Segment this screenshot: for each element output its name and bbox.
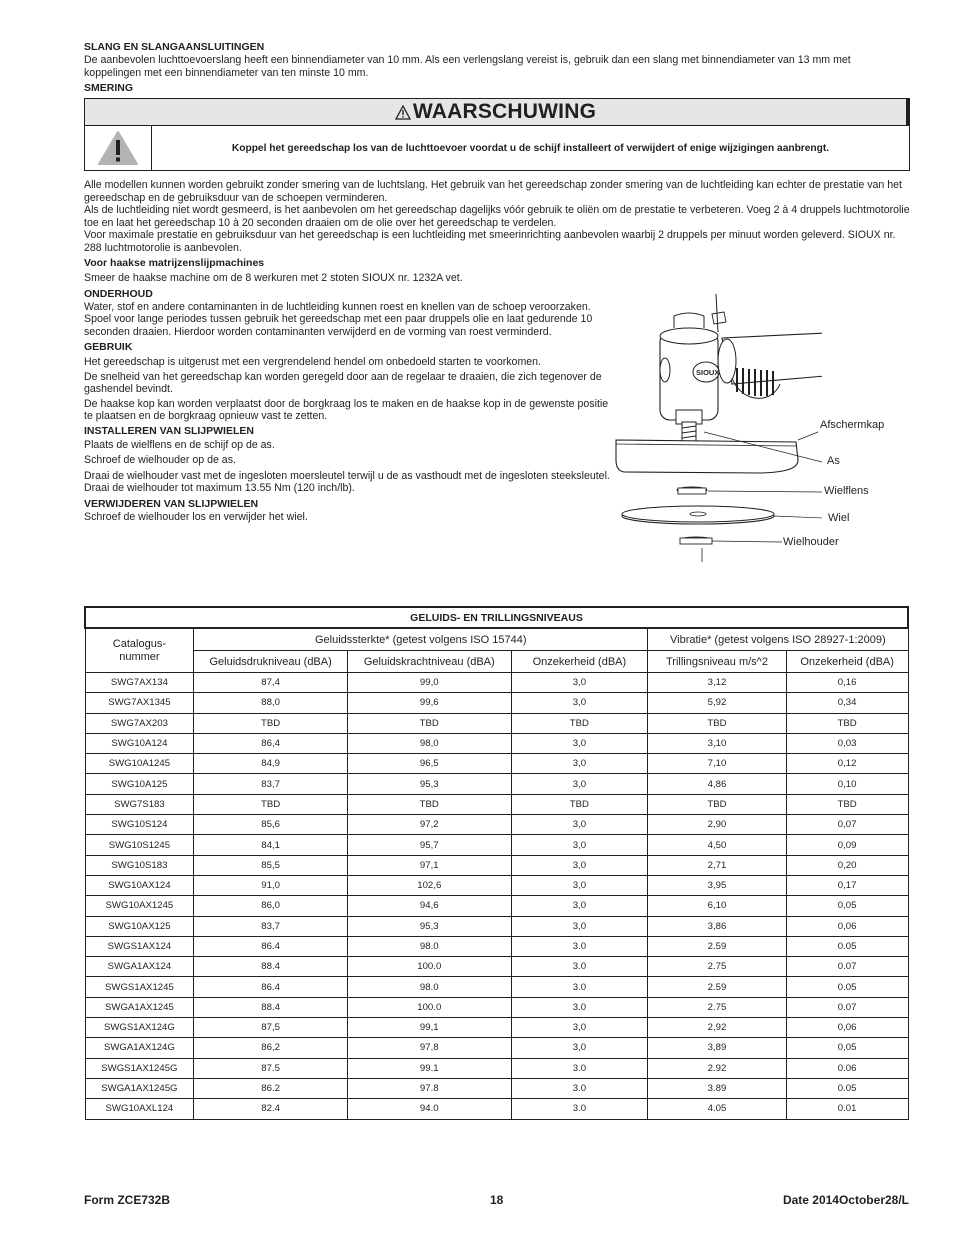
lube-heading: SMERING — [84, 82, 134, 94]
warning-exclamation-icon — [97, 130, 139, 166]
value-cell: TBD — [786, 794, 908, 814]
value-cell: 0,05 — [786, 896, 908, 916]
value-cell: 85,5 — [194, 855, 348, 875]
grinder-brand-badge: SIOUX — [696, 368, 720, 377]
value-cell: 0,09 — [786, 835, 908, 855]
maintenance-text: Water, stof en andere contaminanten in de luchtleiding kunnen roest en knellen van de schoep veroorzaken. Spoel voor lange periodes tussen gebruik het gereedschap met een paar druppels olie en laat gedurende 10 seconden draaien. Hierdoor worden contaminanten verwijderd en de vorming van roest verminderd. — [84, 300, 593, 338]
table-title: GELUIDS- EN TRILLINGSNIVEAUS — [85, 607, 908, 628]
value-cell: 0,34 — [786, 693, 908, 713]
value-cell: 88,0 — [194, 693, 348, 713]
value-cell: 2,71 — [648, 855, 787, 875]
table-body — [85, 673, 908, 1120]
table-row — [85, 713, 908, 733]
warning-header — [85, 99, 909, 126]
value-cell: 3,95 — [648, 875, 787, 895]
usage-paragraph-1: Het gereedschap is uitgerust met een vergrendelend hendel om onbedoeld starten te voorkomen. — [84, 356, 541, 368]
label-wheel: Wiel — [828, 512, 850, 524]
value-cell: 2.75 — [648, 957, 787, 977]
value-cell: 3,0 — [511, 916, 648, 936]
value-cell: 3,0 — [511, 673, 648, 693]
remove-text: Schroef de wielhouder los en verwijder het wiel. — [84, 510, 308, 523]
value-cell: TBD — [194, 713, 348, 733]
catalog-number-cell: SWGA1AX1245G — [85, 1078, 194, 1098]
catalog-number-cell: SWGS1AX124 — [85, 936, 194, 956]
sound-group-header: Geluidssterkte* (getest volgens ISO 15744) — [194, 628, 648, 651]
value-cell: 3,12 — [648, 673, 787, 693]
table-row — [85, 1038, 908, 1058]
label-guard: Afschermkap — [820, 419, 885, 431]
value-cell: 0.05 — [786, 977, 908, 997]
install-paragraph-2: Schroef de wielhouder op de as. — [84, 454, 236, 466]
table-row — [85, 774, 908, 794]
value-cell: 0.06 — [786, 1058, 908, 1078]
value-cell: 0.07 — [786, 997, 908, 1017]
catalog-number-cell: SWGS1AX124G — [85, 1018, 194, 1038]
value-cell: 95,3 — [347, 916, 511, 936]
value-cell: 7,10 — [648, 754, 787, 774]
value-cell: 3.0 — [511, 1078, 648, 1098]
catalog-number-cell: SWGA1AX124 — [85, 957, 194, 977]
value-cell: TBD — [648, 713, 787, 733]
left-column — [84, 287, 614, 524]
value-cell: 0.01 — [786, 1099, 908, 1119]
grinder-illustration — [612, 292, 822, 564]
value-cell: 96,5 — [347, 754, 511, 774]
value-cell: 86.4 — [194, 977, 348, 997]
value-cell: 0,05 — [786, 1038, 908, 1058]
catalog-number-cell: SWG7AX1345 — [85, 693, 194, 713]
column-header: Onzekerheid (dBA) — [511, 651, 648, 673]
value-cell: 2,92 — [648, 1018, 787, 1038]
catalog-number-cell: SWG7AX134 — [85, 673, 194, 693]
angle-grinder-text: Smeer de haakse machine om de 8 werkuren met 2 stoten SIOUX nr. 1232A vet. — [84, 272, 463, 284]
value-cell: TBD — [194, 794, 348, 814]
value-cell: 100.0 — [347, 997, 511, 1017]
catalog-number-cell: SWGA1AX1245 — [85, 997, 194, 1017]
value-cell: 83,7 — [194, 774, 348, 794]
table-row — [85, 1078, 908, 1098]
value-cell: 3,89 — [648, 1038, 787, 1058]
value-cell: 3,0 — [511, 855, 648, 875]
value-cell: 0,16 — [786, 673, 908, 693]
table-row — [85, 733, 908, 753]
warning-body — [85, 126, 909, 170]
value-cell: 0.07 — [786, 957, 908, 977]
table-row — [85, 815, 908, 835]
warning-icon-cell — [85, 126, 152, 170]
lube-paragraph-2: Als de luchtleiding niet wordt gesmeerd, is het aanbevolen om het gereedschap dagelijks vóór gebruik te oliën om de prestatie te verbeteren. Voeg 2 à 4 druppels luchtmotorolie toe en laat het gereedschap 10 à 20 seconden draaien om de olie over het gereedschap te verdelen. — [84, 204, 910, 229]
value-cell: 2,90 — [648, 815, 787, 835]
value-cell: 4,86 — [648, 774, 787, 794]
table-row — [85, 835, 908, 855]
lube-paragraph-1: Alle modellen kunnen worden gebruikt zonder smering van de luchtslang. Het gebruik van het gereedschap zonder smering van de luchtleiding kan echter de prestatie van het gereedschap en de gebruiksduur van de schoepen verminderen. — [84, 179, 902, 204]
catalog-number-cell: SWGA1AX124G — [85, 1038, 194, 1058]
value-cell: 3.0 — [511, 977, 648, 997]
value-cell: 3.0 — [511, 1058, 648, 1078]
value-cell: 94,6 — [347, 896, 511, 916]
value-cell: 98.0 — [347, 936, 511, 956]
hose-text: De aanbevolen luchttoevoerslang heeft een binnendiameter van 10 mm. Als een verlengslang vereist is, gebruik dan een slang met binnendiameter van 13 mm met koppelingen met een binnendiameter van ten minste 10 mm. — [84, 54, 851, 79]
value-cell: 94.0 — [347, 1099, 511, 1119]
usage-heading: GEBRUIK — [84, 341, 133, 353]
page-number: 18 — [490, 1193, 504, 1207]
value-cell: 3,0 — [511, 835, 648, 855]
value-cell: TBD — [511, 794, 648, 814]
table-row — [85, 855, 908, 875]
catalog-number-cell: SWGS1AX1245 — [85, 977, 194, 997]
table-row — [85, 693, 908, 713]
value-cell: 0,03 — [786, 733, 908, 753]
value-cell: 97,8 — [347, 1038, 511, 1058]
label-spindle: As — [827, 455, 840, 467]
value-cell: 97,1 — [347, 855, 511, 875]
value-cell: 85,6 — [194, 815, 348, 835]
column-header: Trillingsniveau m/s^2 — [648, 651, 787, 673]
install-paragraph-1: Plaats de wielflens en de schijf op de as. — [84, 438, 275, 451]
value-cell: 5,92 — [648, 693, 787, 713]
sound-vibration-table — [84, 606, 909, 1120]
install-heading: INSTALLEREN VAN SLIJPWIELEN — [84, 424, 254, 437]
catalog-number-cell: SWG10A124 — [85, 733, 194, 753]
value-cell: 83,7 — [194, 916, 348, 936]
maintenance-heading: ONDERHOUD — [84, 287, 153, 300]
value-cell: 0,20 — [786, 855, 908, 875]
value-cell: 0.05 — [786, 936, 908, 956]
value-cell: 97.8 — [347, 1078, 511, 1098]
value-cell: 100.0 — [347, 957, 511, 977]
value-cell: 84,1 — [194, 835, 348, 855]
value-cell: 4.05 — [648, 1099, 787, 1119]
value-cell: 3,0 — [511, 754, 648, 774]
catalog-number-cell: SWG10A1245 — [85, 754, 194, 774]
value-cell: 3.0 — [511, 1099, 648, 1119]
table-row — [85, 875, 908, 895]
value-cell: 99.1 — [347, 1058, 511, 1078]
value-cell: 91,0 — [194, 875, 348, 895]
table-row — [85, 896, 908, 916]
value-cell: TBD — [786, 713, 908, 733]
table-row — [85, 936, 908, 956]
value-cell: TBD — [347, 713, 511, 733]
value-cell: 87,4 — [194, 673, 348, 693]
table-row — [85, 673, 908, 693]
value-cell: 0,12 — [786, 754, 908, 774]
warning-title: WAARSCHUWING — [412, 100, 597, 123]
value-cell: 3,86 — [648, 916, 787, 936]
label-holder: Wielhouder — [783, 536, 839, 548]
value-cell: 0,10 — [786, 774, 908, 794]
table-row — [85, 957, 908, 977]
value-cell: 0,06 — [786, 1018, 908, 1038]
catalog-number-header: Catalogus- nummer — [85, 628, 194, 673]
value-cell: TBD — [511, 713, 648, 733]
value-cell: 88.4 — [194, 997, 348, 1017]
value-cell: 97,2 — [347, 815, 511, 835]
catalog-number-cell: SWGS1AX1245G — [85, 1058, 194, 1078]
value-cell: 99,6 — [347, 693, 511, 713]
table-row — [85, 997, 908, 1017]
catalog-number-cell: SWG10S124 — [85, 815, 194, 835]
catalog-number-cell: SWG10AX1245 — [85, 896, 194, 916]
value-cell: 86.2 — [194, 1078, 348, 1098]
value-cell: 86,2 — [194, 1038, 348, 1058]
value-cell: 3,10 — [648, 733, 787, 753]
value-cell: TBD — [648, 794, 787, 814]
value-cell: 86,4 — [194, 733, 348, 753]
angle-grinder-heading: Voor haakse matrijzenslijpmachines — [84, 257, 265, 269]
value-cell: 0,06 — [786, 916, 908, 936]
hose-heading: SLANG EN SLANGAANSLUITINGEN — [84, 41, 265, 53]
column-header: Onzekerheid (dBA) — [786, 651, 908, 673]
footer-date: Date 2014October28/L — [782, 1193, 909, 1207]
value-cell: 3,0 — [511, 896, 648, 916]
value-cell: 102,6 — [347, 875, 511, 895]
warning-triangle-icon — [395, 105, 411, 120]
value-cell: 88.4 — [194, 957, 348, 977]
value-cell: 99,0 — [347, 673, 511, 693]
value-cell: 3,0 — [511, 1018, 648, 1038]
column-header: Geluidsdrukniveau (dBA) — [194, 651, 348, 673]
value-cell: 3,0 — [511, 733, 648, 753]
table-row — [85, 794, 908, 814]
value-cell: 3.0 — [511, 936, 648, 956]
catalog-number-cell: SWG7S183 — [85, 794, 194, 814]
vibration-group-header: Vibratie* (getest volgens ISO 28927-1:2009) — [648, 628, 908, 651]
value-cell: TBD — [347, 794, 511, 814]
catalog-number-cell: SWG7AX203 — [85, 713, 194, 733]
value-cell: 3.89 — [648, 1078, 787, 1098]
column-header: Geluidskrachtniveau (dBA) — [347, 651, 511, 673]
value-cell: 3.0 — [511, 957, 648, 977]
value-cell: 95,7 — [347, 835, 511, 855]
value-cell: 3,0 — [511, 875, 648, 895]
value-cell: 95,3 — [347, 774, 511, 794]
value-cell: 98,0 — [347, 733, 511, 753]
catalog-number-cell: SWG10S183 — [85, 855, 194, 875]
value-cell: 84,9 — [194, 754, 348, 774]
value-cell: 3,0 — [511, 815, 648, 835]
usage-paragraph-2: De snelheid van het gereedschap kan worden geregeld door aan de regelaar te draaien, die zich tegenover de gashendel bevindt. — [84, 370, 602, 395]
table-row — [85, 977, 908, 997]
catalog-number-cell: SWG10AX124 — [85, 875, 194, 895]
value-cell: 2.59 — [648, 936, 787, 956]
table-row — [85, 1099, 908, 1119]
warning-box — [84, 98, 910, 171]
value-cell: 0,07 — [786, 815, 908, 835]
value-cell: 3,0 — [511, 693, 648, 713]
form-number: Form ZCE732B — [84, 1193, 171, 1207]
value-cell: 3,0 — [511, 1038, 648, 1058]
value-cell: 3,0 — [511, 774, 648, 794]
table-row — [85, 754, 908, 774]
value-cell: 2.92 — [648, 1058, 787, 1078]
value-cell: 6,10 — [648, 896, 787, 916]
value-cell: 99,1 — [347, 1018, 511, 1038]
value-cell: 2.59 — [648, 977, 787, 997]
usage-paragraph-3: De haakse kop kan worden verplaatst door de borgkraag los te maken en de haakse kop in de gewenste positie te plaatsen en de borgkraag opnieuw vast te zetten. — [84, 397, 609, 422]
catalog-number-cell: SWG10S1245 — [85, 835, 194, 855]
lubrication-section — [84, 179, 910, 285]
lube-paragraph-3: Voor maximale prestatie en gebruiksduur van het gereedschap is een luchtleiding met smeerinrichting aanbevolen waarbij 2 druppels per minuut worden geleverd. SIOUX nr. 288 luchtmotorolie is aanbevolen. — [84, 229, 896, 254]
table-row — [85, 1058, 908, 1078]
grinder-figure — [612, 292, 912, 564]
catalog-number-cell: SWG10A125 — [85, 774, 194, 794]
remove-heading: VERWIJDEREN VAN SLIJPWIELEN — [84, 497, 259, 510]
install-paragraph-3: Draai de wielhouder vast met de ingesloten moersleutel terwijl u de as vasthoudt met de ingesloten steeksleutel. Draai de wielhouder tot maximum 13.55 Nm (120 inch/lb). — [84, 469, 610, 494]
catalog-number-cell: SWG10AX125 — [85, 916, 194, 936]
value-cell: 87.5 — [194, 1058, 348, 1078]
value-cell: 86.4 — [194, 936, 348, 956]
value-cell: 98.0 — [347, 977, 511, 997]
table-row — [85, 1018, 908, 1038]
warning-text: Koppel het gereedschap los van de luchttoevoer voordat u de schijf installeert of verwijdert of enige wijzigingen aanbrengt. — [231, 142, 830, 154]
value-cell: 0.05 — [786, 1078, 908, 1098]
label-flange: Wielflens — [824, 485, 869, 497]
value-cell: 2.75 — [648, 997, 787, 1017]
value-cell: 4,50 — [648, 835, 787, 855]
value-cell: 3.0 — [511, 997, 648, 1017]
table-row — [85, 916, 908, 936]
value-cell: 0,17 — [786, 875, 908, 895]
value-cell: 86,0 — [194, 896, 348, 916]
catalog-number-cell: SWG10AXL124 — [85, 1099, 194, 1119]
value-cell: 82.4 — [194, 1099, 348, 1119]
value-cell: 87,5 — [194, 1018, 348, 1038]
